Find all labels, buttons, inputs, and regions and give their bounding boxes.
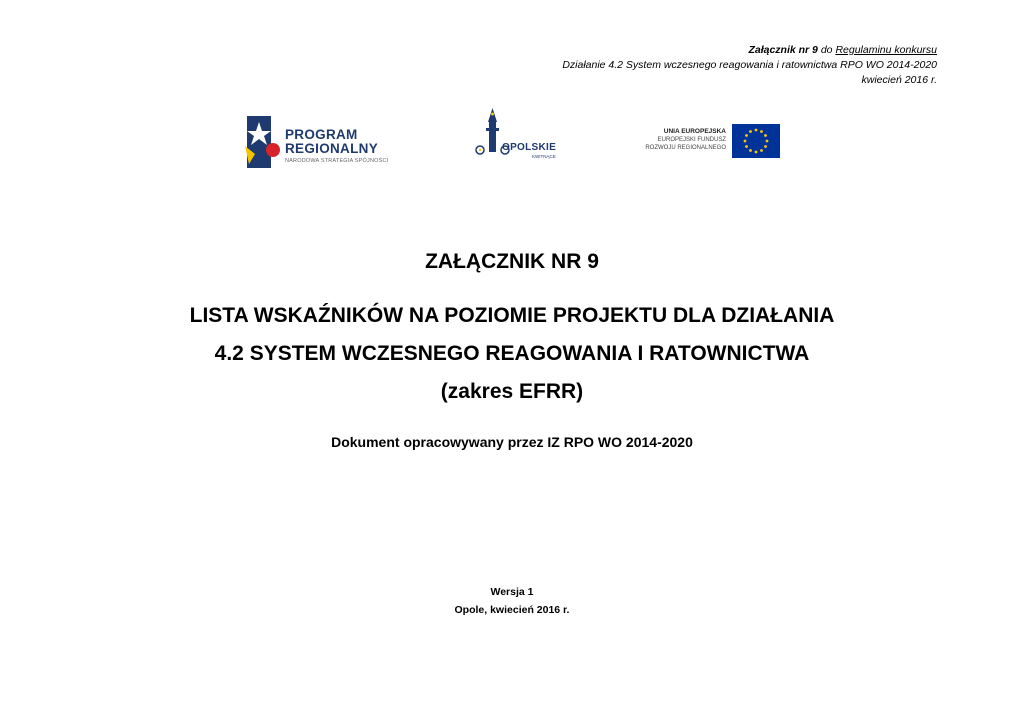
eu-logo (640, 124, 780, 158)
opolskie-name: OPOLSKIE (502, 142, 557, 153)
header-measure-line: Działanie 4.2 System wczesnego reagowania i ratownictwa RPO WO 2014-2020 (562, 59, 937, 71)
prepared-by: Dokument opracowywany przez IZ RPO WO 2014-2020 (331, 434, 693, 450)
program-star-icon (245, 116, 281, 168)
title-line-2: 4.2 SYSTEM WCZESNEGO REAGOWANIA I RATOWNICTWA (214, 342, 810, 365)
header-annex-line (562, 43, 937, 58)
program-regionalny-logo (245, 116, 405, 168)
eu-flag-icon (732, 124, 780, 158)
program-line2: REGIONALNY (285, 141, 379, 156)
annex-title: ZAŁĄCZNIK NR 9 (425, 250, 599, 273)
header-annex-label: Załącznik nr 9 (748, 44, 818, 56)
eu-line2: EUROPEJSKI FUNDUSZ (657, 137, 726, 143)
opolskie-logo (472, 106, 564, 166)
logo-bar (0, 106, 1024, 176)
header-note (562, 43, 937, 88)
header-regulation-link: Regulaminu konkursu (835, 44, 937, 56)
header-date-line: kwiecień 2016 r. (861, 74, 937, 86)
version-label: Wersja 1 (490, 586, 534, 598)
eu-line3: ROZWOJU REGIONALNEGO (645, 145, 726, 151)
main-title (0, 297, 1024, 411)
place-date: Opole, kwiecień 2016 r. (454, 604, 570, 616)
version-block (0, 583, 1024, 619)
program-line1: PROGRAM (285, 127, 358, 142)
title-line-1: LISTA WSKAŹNIKÓW NA POZIOMIE PROJEKTU DLA DZIAŁANIA (189, 304, 835, 327)
title-line-3: (zakres EFRR) (440, 380, 584, 403)
opolskie-sub: KWITNĄCE (532, 154, 556, 159)
eu-line1: UNIA EUROPEJSKA (663, 128, 726, 135)
header-to-word: do (820, 44, 833, 56)
program-line3: NARODOWA STRATEGIA SPÓJNOŚCI (285, 158, 389, 164)
